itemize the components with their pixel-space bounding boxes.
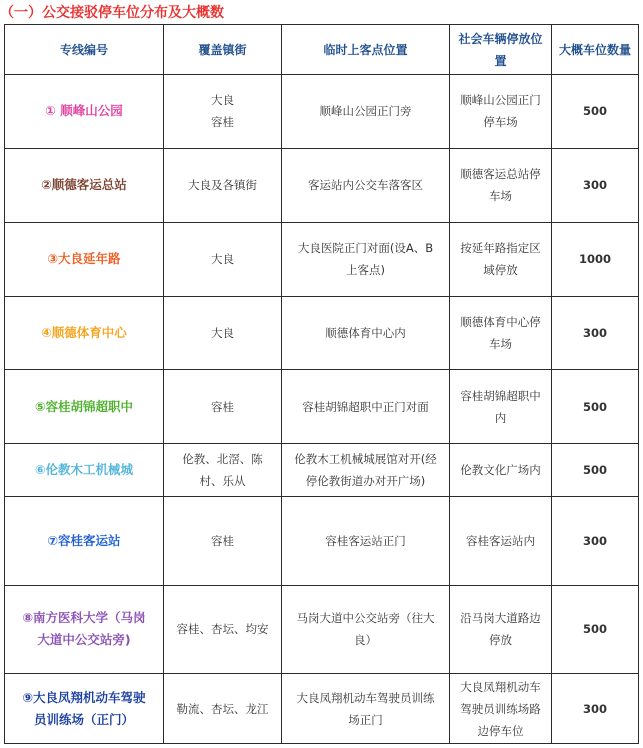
table-row: [5, 296, 639, 370]
parking-cell: 容桂客运站内: [450, 497, 552, 585]
towns-cell: 大良: [164, 222, 282, 296]
pickup-cell: 伦教木工机械城展馆对开(经 停伦教街道办对开广场): [282, 444, 450, 497]
route-name: ④顺德体育中心: [5, 296, 164, 370]
pickup-cell: 马岗大道中公交站旁（往大 良）: [282, 585, 450, 673]
towns-cell: 容桂、杏坛、均安: [164, 585, 282, 673]
pickup-cell: 顺德体育中心内: [282, 296, 450, 370]
header-pickup: 临时上客点位置: [282, 25, 450, 75]
route-name: ②顺德客运总站: [5, 148, 164, 222]
capacity-cell: 500: [552, 75, 639, 149]
pickup-cell: 顺峰山公园正门旁: [282, 75, 450, 149]
pickup-cell: 大良医院正门对面(设A、B 上客点): [282, 222, 450, 296]
parking-table: [4, 24, 639, 744]
capacity-cell: 300: [552, 296, 639, 370]
route-name: ⑦容桂客运站: [5, 497, 164, 585]
header-capacity: 大概车位数量: [552, 25, 639, 75]
parking-cell: 伦教文化广场内: [450, 444, 552, 497]
towns-cell: 勒流、杏坛、龙江: [164, 674, 282, 744]
table-row: [5, 75, 639, 149]
parking-cell: 顺德体育中心停 车场: [450, 296, 552, 370]
table-row: [5, 497, 639, 585]
capacity-cell: 500: [552, 585, 639, 673]
route-name: ⑥伦教木工机械城: [5, 444, 164, 497]
section-title: （一）公交接驳停车位分布及大概数: [0, 5, 224, 21]
table-row: [5, 444, 639, 497]
capacity-cell: 500: [552, 370, 639, 444]
table-header-row: [5, 25, 639, 75]
capacity-cell: 300: [552, 148, 639, 222]
capacity-cell: 300: [552, 674, 639, 744]
parking-cell: 沿马岗大道路边 停放: [450, 585, 552, 673]
parking-cell: 顺峰山公园正门 停车场: [450, 75, 552, 149]
capacity-cell: 1000: [552, 222, 639, 296]
parking-cell: 大良凤翔机动车 驾驶员训练场路 边停车位: [450, 674, 552, 744]
towns-cell: 伦教、北滘、陈 村、乐从: [164, 444, 282, 497]
table-row: [5, 222, 639, 296]
capacity-cell: 300: [552, 497, 639, 585]
header-parking: 社会车辆停放位置: [450, 25, 552, 75]
capacity-cell: 500: [552, 444, 639, 497]
header-route: 专线编号: [5, 25, 164, 75]
route-name: ③大良延年路: [5, 222, 164, 296]
route-name: ⑤容桂胡锦超职中: [5, 370, 164, 444]
route-name: ⑨大良凤翔机动车驾驶 员训练场（正门）: [5, 674, 164, 744]
pickup-cell: 客运站内公交车落客区: [282, 148, 450, 222]
towns-cell: 容桂: [164, 497, 282, 585]
pickup-cell: 容桂胡锦超职中正门对面: [282, 370, 450, 444]
parking-cell: 容桂胡锦超职中 内: [450, 370, 552, 444]
table-row: [5, 585, 639, 673]
towns-cell: 大良 容桂: [164, 75, 282, 149]
route-name: ⑧南方医科大学（马岗 大道中公交站旁): [5, 585, 164, 673]
parking-cell: 按延年路指定区 域停放: [450, 222, 552, 296]
route-name: ① 顺峰山公园: [5, 75, 164, 149]
header-towns: 覆盖镇街: [164, 25, 282, 75]
table-row: [5, 370, 639, 444]
towns-cell: 大良及各镇街: [164, 148, 282, 222]
table-row: [5, 674, 639, 744]
table-body: [5, 75, 639, 744]
towns-cell: 大良: [164, 296, 282, 370]
pickup-cell: 容桂客运站正门: [282, 497, 450, 585]
towns-cell: 容桂: [164, 370, 282, 444]
table-row: [5, 148, 639, 222]
parking-cell: 顺德客运总站停 车场: [450, 148, 552, 222]
pickup-cell: 大良凤翔机动车驾驶员训练 场正门: [282, 674, 450, 744]
